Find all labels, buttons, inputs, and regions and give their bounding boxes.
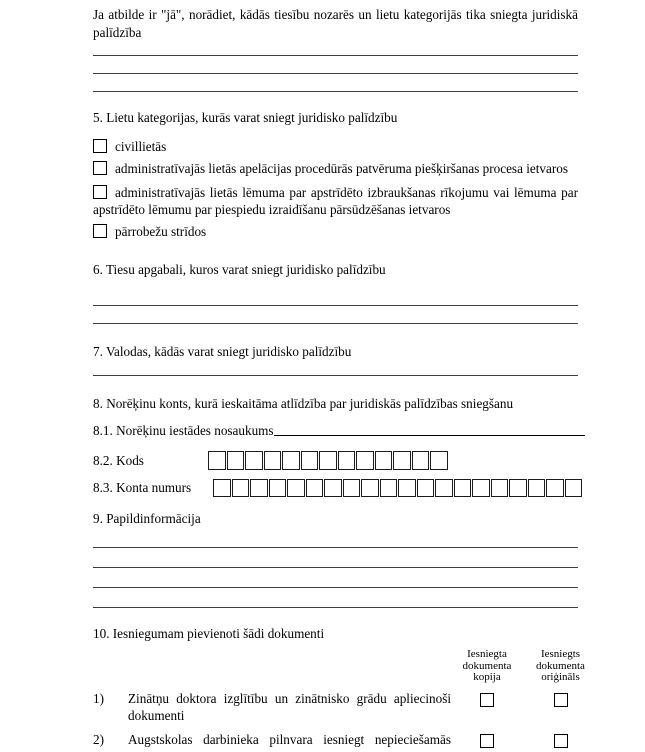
write-line[interactable]	[93, 588, 578, 608]
row-2-original-cell	[523, 725, 598, 751]
char-cell[interactable]	[398, 479, 416, 498]
field-8-1-label: 8.1. Norēķinu iestādes nosaukums	[93, 422, 274, 438]
char-cell[interactable]	[301, 451, 319, 470]
write-line[interactable]	[93, 530, 578, 548]
checkbox-civillietas-icon[interactable]	[93, 139, 107, 153]
field-8-3-account-number	[93, 479, 578, 498]
option-label: administratīvajās lietās lēmuma par apstrīdēto izbraukšanas rīkojumu vai lēmuma par apstrīdēto lēmumu par piespiedu izraidīšanu pārsūdzēšanas ietvaros	[93, 184, 578, 217]
section-7-answer-lines	[93, 360, 578, 376]
option-label: pārrobežu strīdos	[115, 223, 207, 239]
option-administrativajas-lemuma	[93, 184, 578, 219]
option-administrativajas-apelacijas	[93, 160, 578, 178]
write-line[interactable]	[93, 74, 578, 92]
row-2-text: Augstskolas darbinieka pilnvara iesniegt nepieciešamās	[128, 731, 451, 747]
column-header-original: Iesniegts dokumenta oriģināls	[536, 648, 585, 683]
table-spacer	[93, 645, 128, 684]
field-8-2-label: 8.2. Kods	[93, 452, 144, 468]
char-cell[interactable]	[306, 479, 324, 498]
option-parrobezu-stridos	[93, 223, 578, 241]
char-cell[interactable]	[417, 479, 435, 498]
write-line[interactable]	[93, 360, 578, 376]
option-label: civillietās	[115, 138, 167, 154]
char-cell[interactable]	[338, 451, 356, 470]
row-1-original-checkbox-icon[interactable]	[554, 693, 568, 707]
char-cell[interactable]	[232, 479, 250, 498]
char-cell[interactable]	[435, 479, 453, 498]
row-1-copy-checkbox-icon[interactable]	[480, 693, 494, 707]
char-cell[interactable]	[565, 479, 583, 498]
char-cell[interactable]	[472, 479, 490, 498]
checkbox-administrativajas-lemuma-icon[interactable]	[93, 185, 107, 199]
char-cell[interactable]	[250, 479, 268, 498]
documents-table	[93, 645, 585, 750]
row-1-original-cell	[523, 684, 598, 725]
char-cell[interactable]	[269, 479, 287, 498]
section-10-title: 10. Iesniegumam pievienoti šādi dokumenti	[93, 625, 325, 641]
char-cell[interactable]	[324, 479, 342, 498]
char-cell[interactable]	[393, 451, 411, 470]
char-cell[interactable]	[412, 451, 430, 470]
section-6-title: 6. Tiesu apgabali, kuros varat sniegt juridisko palīdzību	[93, 262, 386, 277]
char-cell[interactable]	[287, 479, 305, 498]
char-cell[interactable]	[282, 451, 300, 470]
form-content	[93, 0, 585, 750]
char-cell[interactable]	[361, 479, 379, 498]
char-cell[interactable]	[264, 451, 282, 470]
write-line[interactable]	[93, 568, 578, 588]
char-cell[interactable]	[245, 451, 263, 470]
section-7-title: 7. Valodas, kādās varat sniegt juridisko palīdzību	[93, 343, 352, 359]
row-1-copy-cell	[451, 684, 523, 725]
row-1-number: 1)	[93, 690, 104, 706]
section-8-title: 8. Norēķinu konts, kurā ieskaitāma atlīdzība par juridiskās palīdzības sniegšanu	[93, 396, 514, 411]
row-2-copy-cell	[451, 725, 523, 751]
intro-answer-lines	[93, 42, 578, 92]
intro-text: Ja atbilde ir "jā", norādiet, kādās tiesību nozarēs un lietu kategorijās tika sniegta juridiskā palīdzība	[93, 7, 578, 40]
char-cell[interactable]	[509, 479, 527, 498]
column-header-copy: Iesniegta dokumenta kopija	[462, 648, 512, 683]
char-cell[interactable]	[375, 451, 393, 470]
table-spacer	[128, 645, 451, 684]
char-cell[interactable]	[430, 451, 448, 470]
write-line[interactable]	[93, 56, 578, 74]
row-2-original-checkbox-icon[interactable]	[554, 734, 568, 748]
row-2-copy-checkbox-icon[interactable]	[480, 734, 494, 748]
row-1-text: Zinātņu doktora izglītību un zinātnisko grādu apliecinoši dokumenti	[128, 690, 451, 723]
write-line[interactable]	[93, 42, 578, 56]
char-cell[interactable]	[491, 479, 509, 498]
option-civillietas	[93, 138, 578, 156]
field-8-3-label: 8.3. Konta numurs	[93, 480, 192, 495]
checkbox-parrobezu-stridos-icon[interactable]	[93, 224, 107, 238]
field-8-2-cells	[208, 451, 448, 470]
char-cell[interactable]	[528, 479, 546, 498]
section-6-answer-lines	[93, 288, 578, 324]
field-8-2-code	[93, 451, 578, 470]
field-8-3-cells	[213, 479, 582, 498]
char-cell[interactable]	[454, 479, 472, 498]
char-cell[interactable]	[208, 451, 226, 470]
field-8-1-write-line[interactable]	[274, 422, 585, 437]
char-cell[interactable]	[319, 451, 337, 470]
char-cell[interactable]	[343, 479, 361, 498]
char-cell[interactable]	[356, 451, 374, 470]
row-2-number: 2)	[93, 731, 104, 747]
write-line[interactable]	[93, 288, 578, 306]
section-9-answer-lines	[93, 530, 578, 608]
option-label: administratīvajās lietās apelācijas procedūrās patvēruma piešķiršanas procesa ietvaros	[115, 161, 568, 176]
char-cell[interactable]	[213, 479, 231, 498]
write-line[interactable]	[93, 306, 578, 324]
field-8-1-bank-name	[93, 422, 578, 440]
section-9-title: 9. Papildinformācija	[93, 511, 201, 526]
checkbox-administrativajas-apelacijas-icon[interactable]	[93, 161, 107, 175]
char-cell[interactable]	[546, 479, 564, 498]
section-5-title: 5. Lietu kategorijas, kurās varat sniegt juridisko palīdzību	[93, 110, 398, 125]
char-cell[interactable]	[380, 479, 398, 498]
char-cell[interactable]	[227, 451, 245, 470]
write-line[interactable]	[93, 548, 578, 568]
